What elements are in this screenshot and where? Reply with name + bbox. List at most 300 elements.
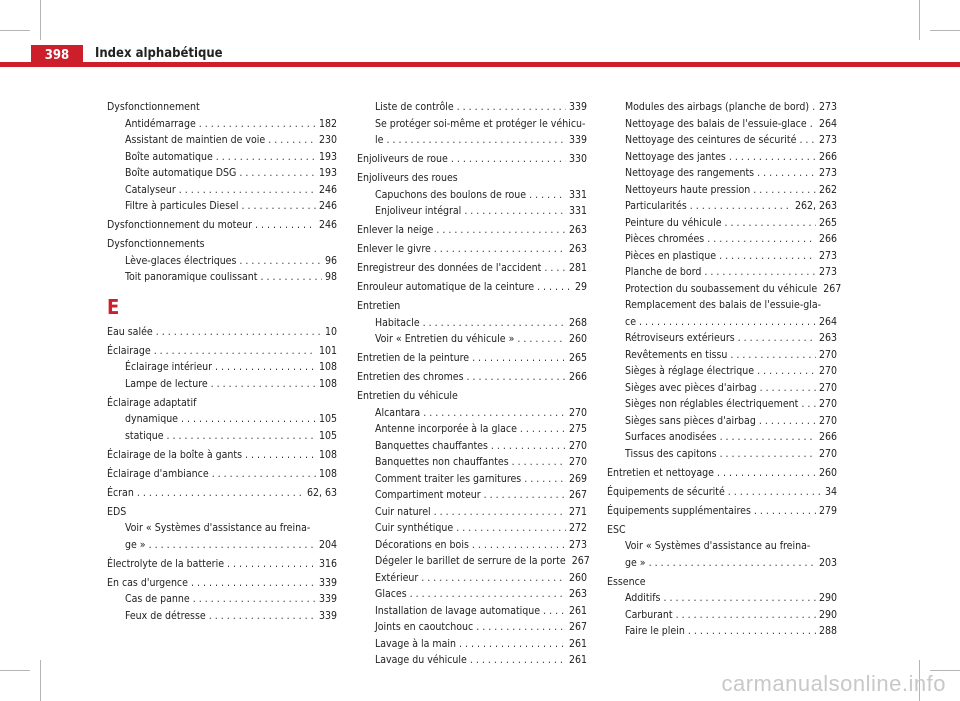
index-term: ge » bbox=[125, 538, 146, 551]
index-entry bbox=[607, 623, 837, 640]
index-entry bbox=[107, 99, 337, 116]
dot-leader bbox=[757, 363, 816, 380]
index-term: Sièges à réglage électrique bbox=[625, 365, 755, 377]
index-entry bbox=[607, 248, 837, 265]
index-entry bbox=[107, 395, 337, 412]
index-term: Catalyseur bbox=[125, 183, 176, 196]
index-term: Lavage du véhicule bbox=[375, 654, 467, 666]
dot-leader bbox=[472, 350, 566, 367]
index-entry bbox=[607, 555, 837, 572]
index-entry bbox=[357, 537, 587, 554]
index-entry bbox=[357, 636, 587, 653]
watermark: carmanualsonline.info bbox=[721, 671, 946, 696]
index-entry bbox=[107, 182, 337, 199]
page-reference: 270 bbox=[818, 398, 837, 410]
page-reference: 273 bbox=[818, 101, 837, 113]
index-entry bbox=[607, 165, 837, 182]
index-term: le bbox=[375, 134, 384, 146]
page-reference: 331 bbox=[568, 205, 587, 217]
page-reference: 105 bbox=[318, 413, 337, 425]
page-reference: 266 bbox=[818, 233, 837, 245]
index-term: Décorations en bois bbox=[375, 538, 469, 551]
index-term: Enjoliveur intégral bbox=[375, 205, 462, 217]
dot-leader bbox=[209, 608, 316, 625]
index-term: Équipements supplémentaires bbox=[607, 504, 751, 517]
index-term: Cuir naturel bbox=[375, 505, 431, 518]
page-reference: 339 bbox=[568, 101, 587, 113]
index-term: Dégeler le barillet de serrure de la porte bbox=[375, 555, 566, 567]
index-entry bbox=[107, 447, 337, 464]
dot-leader bbox=[512, 454, 566, 471]
index-term: Entretien et nettoyage bbox=[607, 466, 714, 479]
dot-leader bbox=[451, 151, 566, 168]
index-term: Habitacle bbox=[375, 316, 420, 329]
index-entry bbox=[607, 215, 837, 232]
page-reference: 279 bbox=[818, 504, 837, 517]
index-term: Lavage à la main bbox=[375, 637, 457, 650]
index-entry bbox=[607, 330, 837, 347]
dot-leader bbox=[517, 331, 566, 348]
index-term: Nettoyeurs haute pression bbox=[625, 183, 751, 196]
dot-leader bbox=[810, 116, 816, 133]
dot-leader bbox=[520, 421, 566, 438]
index-column-3 bbox=[607, 99, 842, 640]
dot-leader bbox=[215, 359, 316, 376]
index-entry bbox=[607, 484, 837, 501]
index-term: Extérieur bbox=[375, 571, 419, 584]
index-entry bbox=[107, 324, 337, 341]
page-reference: 339 bbox=[318, 609, 337, 622]
page-reference: 290 bbox=[818, 592, 837, 604]
dot-leader bbox=[260, 269, 321, 286]
dot-leader bbox=[688, 623, 816, 640]
index-term: Se protéger soi-même et protéger le véhicu- bbox=[375, 117, 586, 130]
dot-leader bbox=[199, 116, 316, 133]
dot-leader bbox=[529, 187, 566, 204]
dot-leader bbox=[812, 99, 816, 116]
page-reference: 182 bbox=[318, 117, 337, 130]
index-term: Entretien des chromes bbox=[357, 371, 464, 383]
index-entry bbox=[357, 471, 587, 488]
dot-leader bbox=[456, 520, 566, 537]
index-entry bbox=[357, 350, 587, 367]
index-term: Surfaces anodisées bbox=[625, 431, 717, 443]
crop-mark bbox=[919, 0, 920, 40]
page-reference: 260 bbox=[568, 333, 587, 345]
dot-leader bbox=[137, 485, 304, 502]
dot-leader bbox=[663, 590, 816, 607]
index-entry bbox=[607, 231, 837, 248]
index-entry bbox=[357, 279, 587, 296]
dot-leader bbox=[193, 591, 316, 608]
index-entry bbox=[607, 297, 837, 314]
index-entry bbox=[607, 198, 837, 215]
index-entry bbox=[107, 608, 337, 625]
page-reference: 273 bbox=[818, 249, 837, 262]
index-term: Enrouleur automatique de la ceinture bbox=[357, 281, 535, 293]
index-entry bbox=[357, 586, 587, 603]
index-entry bbox=[607, 607, 837, 624]
index-entry bbox=[607, 281, 842, 298]
index-term: Éclairage bbox=[107, 344, 151, 357]
index-term: ce bbox=[625, 315, 637, 328]
index-entry bbox=[607, 503, 837, 520]
dot-leader bbox=[386, 132, 566, 149]
dot-leader bbox=[676, 607, 816, 624]
index-entry bbox=[357, 388, 587, 405]
index-entry bbox=[357, 170, 587, 187]
index-entry bbox=[107, 504, 337, 521]
index-term: Joints en caoutchouc bbox=[375, 621, 474, 633]
page-reference: 339 bbox=[568, 134, 587, 146]
index-term: Feux de détresse bbox=[125, 609, 206, 622]
index-entry bbox=[607, 99, 837, 116]
dot-leader bbox=[476, 619, 566, 636]
page-reference: 266 bbox=[568, 371, 587, 383]
index-term: Additifs bbox=[625, 592, 661, 604]
page-reference: 10 bbox=[324, 325, 337, 338]
dot-leader bbox=[167, 428, 316, 445]
index-term: Pièces chromées bbox=[625, 233, 705, 245]
index-entry bbox=[607, 413, 837, 430]
page-reference: 273 bbox=[818, 266, 837, 278]
dot-leader bbox=[255, 217, 316, 234]
page-reference: 246 bbox=[318, 200, 337, 212]
page-reference: 267 bbox=[568, 621, 587, 633]
index-entry bbox=[357, 421, 587, 438]
page-reference: 270 bbox=[568, 406, 587, 419]
dot-leader bbox=[459, 636, 566, 653]
dot-leader bbox=[757, 165, 816, 182]
dot-leader bbox=[544, 260, 566, 277]
dot-leader bbox=[227, 556, 316, 573]
index-column-1 bbox=[107, 99, 337, 624]
dot-leader bbox=[484, 487, 566, 504]
index-term: Boîte automatique DSG bbox=[125, 167, 237, 179]
index-entry bbox=[357, 260, 587, 277]
index-term: Modules des airbags (planche de bord) bbox=[625, 101, 810, 113]
index-term: Lampe de lecture bbox=[125, 377, 208, 390]
index-entry bbox=[107, 359, 337, 376]
index-entry bbox=[107, 116, 337, 133]
index-term: Voir « Entretien du véhicule » bbox=[375, 333, 515, 345]
dot-leader bbox=[242, 198, 316, 215]
index-term: Sièges avec pièces d'airbag bbox=[625, 381, 757, 394]
page-reference: 272 bbox=[568, 522, 587, 534]
index-entry bbox=[607, 363, 837, 380]
index-term: Dysfonctionnement du moteur bbox=[107, 219, 253, 231]
dot-leader bbox=[434, 504, 566, 521]
dot-leader bbox=[423, 405, 566, 422]
dot-leader bbox=[725, 215, 816, 232]
index-term: Électrolyte de la batterie bbox=[107, 557, 225, 570]
index-entry bbox=[357, 619, 587, 636]
dot-leader bbox=[245, 447, 316, 464]
dot-leader bbox=[457, 99, 566, 116]
index-term: Dysfonctionnement bbox=[107, 101, 200, 113]
index-column-2 bbox=[357, 99, 590, 669]
index-term: Filtre à particules Diesel bbox=[125, 200, 239, 212]
crop-mark bbox=[40, 0, 41, 40]
dot-leader bbox=[423, 315, 566, 332]
index-entry bbox=[607, 590, 837, 607]
index-term: Toit panoramique coulissant bbox=[125, 271, 258, 283]
index-term: Assistant de maintien de voie bbox=[125, 134, 266, 146]
index-entry bbox=[107, 149, 337, 166]
dot-leader bbox=[728, 484, 822, 501]
dot-leader bbox=[491, 438, 566, 455]
dot-leader bbox=[239, 165, 316, 182]
index-term: Entretien bbox=[357, 300, 401, 312]
index-term: Particularités bbox=[625, 200, 687, 212]
dot-leader bbox=[639, 314, 816, 331]
dot-leader bbox=[472, 537, 566, 554]
crop-mark bbox=[0, 670, 30, 671]
page-reference: 29 bbox=[574, 281, 587, 293]
dot-leader bbox=[470, 652, 566, 669]
index-entry bbox=[357, 151, 587, 168]
page-reference: 263 bbox=[568, 243, 587, 255]
index-term: Installation de lavage automatique bbox=[375, 604, 541, 617]
index-entry bbox=[357, 405, 587, 422]
index-entry bbox=[107, 165, 337, 182]
page-reference: 261 bbox=[568, 637, 587, 650]
dot-leader bbox=[729, 149, 816, 166]
index-term: Enlever le givre bbox=[357, 243, 431, 255]
index-term: Comment traiter les garnitures bbox=[375, 472, 522, 485]
index-entry bbox=[107, 485, 337, 502]
page-reference: 105 bbox=[318, 429, 337, 442]
index-term: Remplacement des balais de l'essuie-gla- bbox=[625, 299, 822, 311]
page-reference: 273 bbox=[818, 134, 837, 146]
page-reference: 339 bbox=[318, 593, 337, 605]
page-reference: 265 bbox=[818, 216, 837, 229]
index-term: Protection du soubassement du véhicule bbox=[625, 282, 818, 295]
index-term: Éclairage intérieur bbox=[125, 361, 212, 373]
dot-leader bbox=[191, 575, 316, 592]
index-entry bbox=[107, 520, 337, 537]
index-entry bbox=[107, 132, 337, 149]
page-reference: 62, 63 bbox=[306, 486, 337, 499]
index-term: Antidémarrage bbox=[125, 117, 196, 130]
page-reference: 261 bbox=[568, 604, 587, 617]
index-entry bbox=[357, 116, 587, 133]
index-entry bbox=[357, 315, 587, 332]
dot-leader bbox=[154, 343, 316, 360]
page-reference: 269 bbox=[568, 472, 587, 485]
dot-leader bbox=[537, 279, 572, 296]
page-reference: 108 bbox=[318, 377, 337, 390]
page-reference: 230 bbox=[318, 134, 337, 146]
page-reference: 267 bbox=[568, 489, 587, 501]
dot-leader bbox=[212, 466, 316, 483]
index-term: Nettoyage des rangements bbox=[625, 167, 755, 179]
index-term: En cas d'urgence bbox=[107, 576, 188, 589]
page-reference: 267 bbox=[823, 282, 842, 295]
dot-leader bbox=[467, 369, 566, 386]
dot-leader bbox=[720, 429, 816, 446]
index-term: Tissus des capitons bbox=[625, 447, 717, 460]
index-entry bbox=[357, 99, 587, 116]
dot-leader bbox=[149, 537, 316, 554]
index-entry bbox=[357, 187, 587, 204]
index-entry bbox=[357, 331, 587, 348]
index-term: Éclairage adaptatif bbox=[107, 396, 197, 409]
page-reference: 266 bbox=[818, 431, 837, 443]
index-term: statique bbox=[125, 429, 164, 442]
index-term: Entretien de la peinture bbox=[357, 352, 470, 364]
index-entry bbox=[107, 428, 337, 445]
dot-leader bbox=[760, 380, 816, 397]
dot-leader bbox=[421, 570, 566, 587]
index-entry bbox=[607, 380, 837, 397]
page-reference: 273 bbox=[568, 538, 587, 551]
page-reference: 330 bbox=[568, 153, 587, 165]
index-term: Carburant bbox=[625, 608, 673, 621]
index-entry bbox=[607, 314, 837, 331]
page-reference: 290 bbox=[818, 608, 837, 621]
index-entry bbox=[357, 504, 587, 521]
index-term: Enregistreur des données de l'accident bbox=[357, 262, 542, 274]
page-reference: 281 bbox=[568, 262, 587, 274]
index-term: Glaces bbox=[375, 588, 407, 600]
index-entry bbox=[357, 203, 587, 220]
index-term: Rétroviseurs extérieurs bbox=[625, 332, 735, 344]
index-entry bbox=[607, 429, 837, 446]
index-term: dynamique bbox=[125, 413, 178, 425]
page-reference: 270 bbox=[818, 365, 837, 377]
page-reference: 260 bbox=[568, 571, 587, 584]
index-entry bbox=[107, 466, 337, 483]
dot-leader bbox=[239, 253, 322, 270]
index-entry bbox=[607, 522, 837, 539]
dot-leader bbox=[738, 330, 816, 347]
page-reference: 339 bbox=[318, 576, 337, 589]
crop-mark bbox=[40, 660, 41, 701]
dot-leader bbox=[179, 182, 316, 199]
index-term: Sièges non réglables électriquement bbox=[625, 398, 799, 410]
index-term: ge » bbox=[625, 556, 646, 569]
index-term: Banquettes chauffantes bbox=[375, 439, 488, 452]
page-reference: 108 bbox=[318, 448, 337, 461]
index-term: Peinture du véhicule bbox=[625, 216, 722, 229]
dot-leader bbox=[436, 222, 566, 239]
index-term: Voir « Systèmes d'assistance au freina- bbox=[625, 540, 811, 552]
page-reference: 268 bbox=[568, 316, 587, 329]
index-entry bbox=[357, 603, 587, 620]
dot-leader bbox=[410, 586, 566, 603]
page-number: 398 bbox=[31, 45, 83, 67]
index-entry bbox=[357, 553, 590, 570]
page-reference: 108 bbox=[318, 467, 337, 480]
index-term: Antenne incorporée à la glace bbox=[375, 423, 517, 435]
dot-leader bbox=[719, 248, 816, 265]
index-term: Nettoyage des balais de l'essuie-glace bbox=[625, 117, 807, 130]
page-reference: 193 bbox=[318, 167, 337, 179]
index-entry bbox=[607, 538, 837, 555]
index-term: Cuir synthétique bbox=[375, 522, 454, 534]
dot-leader bbox=[464, 203, 566, 220]
index-term: Enlever la neige bbox=[357, 224, 434, 236]
index-entry bbox=[107, 217, 337, 234]
page-reference: 273 bbox=[818, 167, 837, 179]
dot-leader bbox=[156, 324, 322, 341]
dot-leader bbox=[524, 471, 566, 488]
page-reference: 264 bbox=[818, 315, 837, 328]
index-entry bbox=[357, 520, 587, 537]
page-reference: 260 bbox=[818, 466, 837, 479]
page-reference: 262, 263 bbox=[794, 200, 837, 212]
dot-leader bbox=[543, 603, 566, 620]
dot-leader bbox=[801, 396, 816, 413]
dot-leader bbox=[649, 555, 816, 572]
index-term: Lève-glaces électriques bbox=[125, 254, 237, 267]
index-entry bbox=[357, 241, 587, 258]
page-reference: 267 bbox=[571, 555, 590, 567]
index-term: Alcantara bbox=[375, 406, 421, 419]
dot-leader bbox=[268, 132, 316, 149]
crop-mark bbox=[930, 30, 960, 31]
dot-leader bbox=[730, 347, 816, 364]
page-reference: 96 bbox=[324, 254, 337, 267]
page-reference: 270 bbox=[568, 439, 587, 452]
index-entry bbox=[107, 537, 337, 554]
page-reference: 265 bbox=[568, 352, 587, 364]
index-term: Enjoliveurs de roue bbox=[357, 153, 448, 165]
page-reference: 262 bbox=[818, 183, 837, 196]
index-entry bbox=[357, 570, 587, 587]
dot-leader bbox=[720, 446, 816, 463]
dot-leader bbox=[799, 132, 816, 149]
index-term: Revêtements en tissu bbox=[625, 348, 728, 361]
page-reference: 271 bbox=[568, 505, 587, 518]
page-reference: 270 bbox=[818, 447, 837, 460]
index-term: Essence bbox=[607, 575, 646, 588]
index-term: Enjoliveurs des roues bbox=[357, 172, 458, 184]
index-term: Dysfonctionnements bbox=[107, 238, 205, 250]
index-entry bbox=[607, 182, 837, 199]
dot-leader bbox=[434, 241, 566, 258]
index-entry bbox=[107, 269, 337, 286]
index-entry bbox=[607, 574, 837, 591]
index-term: Compartiment moteur bbox=[375, 489, 481, 501]
dot-leader bbox=[181, 411, 316, 428]
page-reference: 204 bbox=[318, 538, 337, 551]
page-reference: 246 bbox=[318, 219, 337, 231]
page-reference: 34 bbox=[824, 485, 837, 498]
index-term: Entretien du véhicule bbox=[357, 390, 458, 402]
dot-leader bbox=[690, 198, 792, 215]
page-reference: 275 bbox=[568, 423, 587, 435]
page-reference: 266 bbox=[818, 150, 837, 163]
page-reference: 108 bbox=[318, 361, 337, 373]
index-entry bbox=[107, 376, 337, 393]
page-reference: 246 bbox=[318, 183, 337, 196]
index-term: Capuchons des boulons de roue bbox=[375, 188, 527, 201]
dot-leader bbox=[717, 465, 816, 482]
index-entry bbox=[607, 347, 837, 364]
page-reference: 316 bbox=[318, 557, 337, 570]
index-term: Eau salée bbox=[107, 325, 153, 338]
index-entry bbox=[607, 446, 837, 463]
page-reference: 264 bbox=[818, 117, 837, 130]
index-entry bbox=[107, 198, 337, 215]
index-term: EDS bbox=[107, 505, 127, 518]
page-reference: 263 bbox=[568, 224, 587, 236]
index-entry bbox=[107, 343, 337, 360]
index-entry bbox=[107, 253, 337, 270]
dot-leader bbox=[759, 413, 816, 430]
